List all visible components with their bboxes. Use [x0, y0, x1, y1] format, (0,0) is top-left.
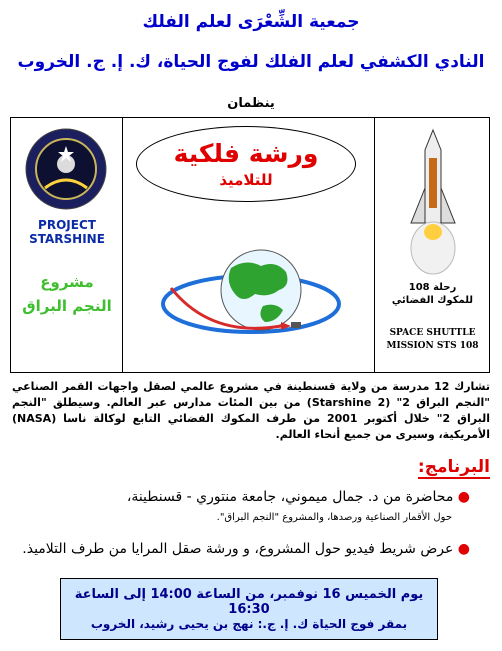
program-item-video-text: عرض شريط فيديو حول المشروع، و ورشة صقل المرايا من طرف التلاميذ. [22, 541, 454, 557]
workshop-title: ورشة فلكية [173, 139, 319, 168]
project-line-2: STARSHINE [29, 232, 105, 246]
left-panel [11, 118, 123, 372]
mission-arabic-line-2: للمكوك الفضائي [391, 295, 474, 306]
program-item-lecture-detail: حول الأقمار الصناعية ورصدها، والمشروع "النجم البراق". [216, 512, 452, 523]
workshop-subtitle: للتلاميذ [219, 171, 273, 189]
mission-english-label [375, 327, 490, 353]
project-line-1: PROJECT [38, 218, 96, 232]
arabic-project-line-1: مشروع [40, 273, 94, 291]
earth-orbit-icon [151, 238, 351, 350]
project-starshine-label [11, 218, 123, 246]
header-association: جمعية الشِّعْرَى لعلم الفلك [142, 12, 360, 32]
starshine-logo-icon [25, 128, 107, 210]
space-shuttle-icon [403, 128, 463, 278]
right-panel [374, 118, 489, 372]
program-heading-text: البرنامج: [417, 457, 490, 477]
header-club: النادي الكشفي لعلم الفلك لفوج الحياة، ك. إ. ج. الخروب [17, 52, 485, 72]
bullet-icon: ● [453, 541, 470, 557]
mission-english-line-2: MISSION STS 108 [386, 341, 479, 351]
poster-box [10, 117, 490, 373]
program-heading [12, 457, 490, 477]
intro-paragraph: تشارك 12 مدرسة من ولاية قسنطينة في مشروع عالمي لصقل واجهات القمر الصناعي "النجم البراق 2" (Starshine 2) من بين المئات مدارس عبر العالم. وسيطلق "النجم البراق 2" خلال أكتوبر 2001 من طرف المكوك الفضائي التابع لوكالة ناسا (NASA) الأمريكية، وسيرى من جميع أنحاء العالم. [12, 380, 491, 441]
event-date-time: يوم الخميس 16 نوفمبر، من الساعة 14:00 إلى الساعة 16:30 [74, 587, 424, 617]
program-item-lecture [12, 488, 470, 506]
program-item-lecture-text: محاضرة من د. جمال ميموني، جامعة منتوري - قسنطينة، [126, 489, 454, 505]
header-organize: ينظمان [227, 96, 275, 111]
event-location: بمقر فوج الحياة ك. إ. ج.: نهج بن يحيى رشيد، الخروب [90, 617, 408, 631]
event-info-box [60, 578, 438, 640]
arabic-project-line-2: النجم البراق [22, 297, 112, 315]
bullet-icon: ● [453, 489, 470, 505]
workshop-title-oval [136, 126, 356, 202]
mission-arabic-line-1: رحلة 108 [408, 282, 457, 293]
program-item-video [12, 540, 470, 558]
mission-english-line-1: SPACE SHUTTLE [389, 328, 476, 338]
arabic-project-label [11, 270, 123, 318]
mission-arabic-label [375, 281, 490, 307]
